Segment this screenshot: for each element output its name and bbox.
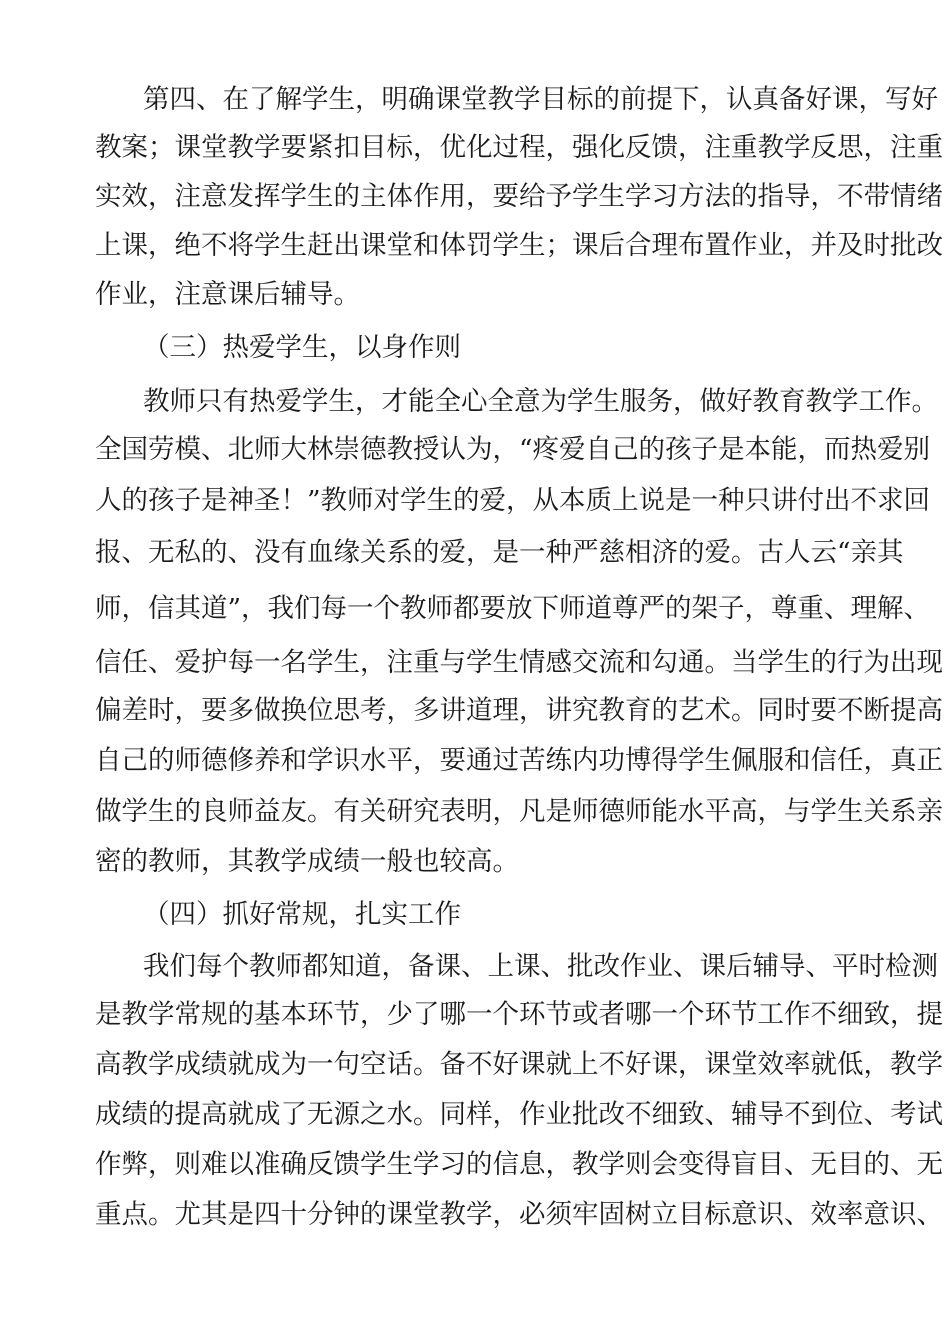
text-line: 做学生的良师益友。有关研究表明，凡是师德师能水平高，与学生关系亲 bbox=[95, 796, 943, 827]
text-line: 上课，绝不将学生赶出课堂和体罚学生；课后合理布置作业，并及时批改 bbox=[95, 230, 943, 261]
text-line: 重点。尤其是四十分钟的课堂教学，必须牢固树立目标意识、效率意识、 bbox=[95, 1199, 943, 1230]
text-line: 我们每个教师都知道，备课、上课、批改作业、课后辅导、平时检测 bbox=[143, 951, 938, 982]
text-line: 师，信其道”，我们每一个教师都要放下师道尊严的架子，尊重、理解、 bbox=[95, 593, 931, 624]
text-line: 信任、爱护每一名学生，注重与学生情感交流和勾通。当学生的行为出现 bbox=[95, 647, 943, 678]
text-line: 第四、在了解学生，明确课堂教学目标的前提下，认真备好课，写好 bbox=[143, 84, 938, 115]
text-line: 全国劳模、北师大林崇德教授认为，“疼爱自己的孩子是本能，而热爱别 bbox=[95, 434, 931, 465]
text-line: 报、无私的、没有血缘关系的爱，是一种严慈相济的爱。古人云“亲其 bbox=[95, 537, 904, 568]
text-line: 是教学常规的基本环节，少了哪一个环节或者哪一个环节工作不细致，提 bbox=[95, 999, 943, 1030]
text-line: 高教学成绩就成为一句空话。备不好课就上不好课，课堂效率就低，教学 bbox=[95, 1049, 943, 1080]
text-line: 密的教师，其教学成绩一般也较高。 bbox=[95, 846, 519, 877]
text-line: 自己的师德修养和学识水平，要通过苦练内功博得学生佩服和信任，真正 bbox=[95, 745, 943, 776]
text-line: 教案；课堂教学要紧扣目标，优化过程，强化反馈，注重教学反思，注重 bbox=[95, 132, 943, 163]
text-line: 作业，注意课后辅导。 bbox=[95, 279, 360, 310]
text-line: 教师只有热爱学生，才能全心全意为学生服务，做好教育教学工作。 bbox=[143, 386, 938, 417]
text-line: 实效，注意发挥学生的主体作用，要给予学生学习方法的指导，不带情绪 bbox=[95, 181, 943, 212]
text-line: 偏差时，要多做换位思考，多讲道理，讲究教育的艺术。同时要不断提高 bbox=[95, 695, 943, 726]
text-line: 成绩的提高就成了无源之水。同样，作业批改不细致、辅导不到位、考试 bbox=[95, 1099, 943, 1130]
section-heading: （三）热爱学生，以身作则 bbox=[143, 332, 461, 363]
text-line: 作弊，则难以准确反馈学生学习的信息，教学则会变得盲目、无目的、无 bbox=[95, 1149, 943, 1180]
section-heading: （四）抓好常规，扎实工作 bbox=[143, 899, 461, 930]
text-line: 人的孩子是神圣！”教师对学生的爱，从本质上说是一种只讲付出不求回 bbox=[95, 485, 931, 516]
